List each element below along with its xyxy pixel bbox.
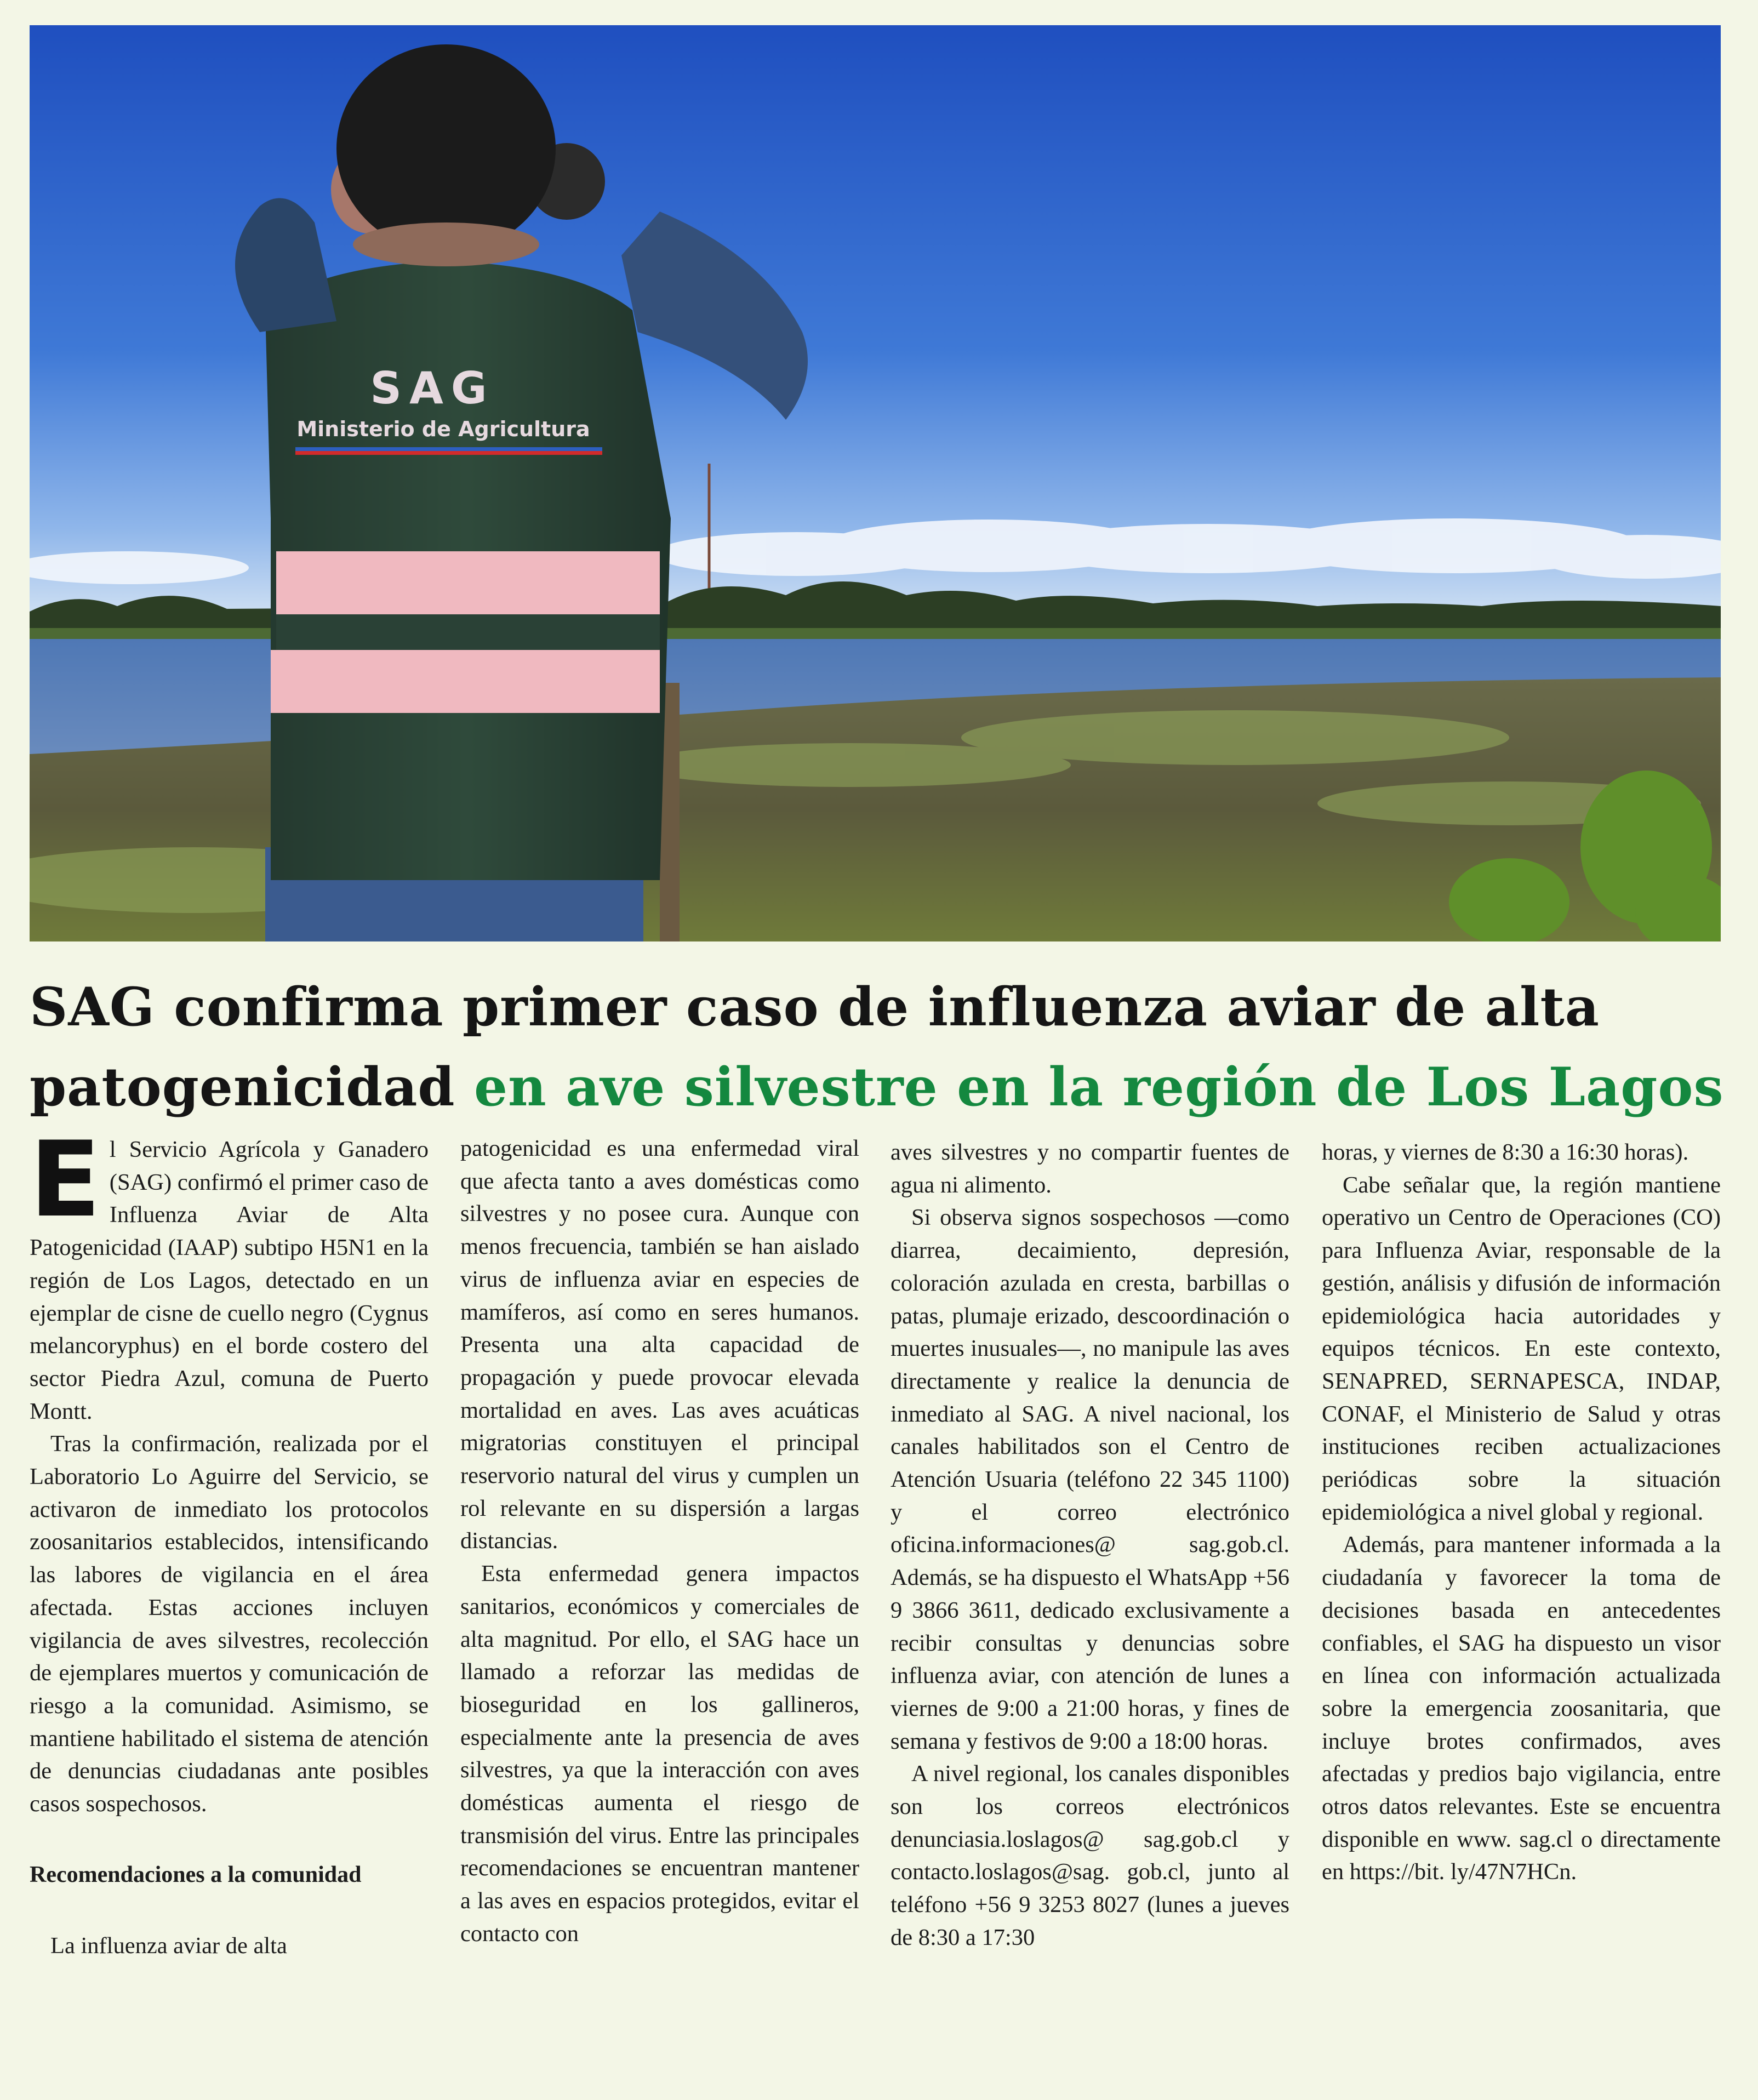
article-paragraph-4: Esta enfermedad genera impactos sanitarios, económicos y comerciales de alta magnitud. Por ello, el SAG hace un llamado a reforzar las medidas de bioseguridad en los gallineros, especialmente ante la presencia de aves silvestres, ya que la interacción con aves domésticas aumenta el riesgo de transmisión del virus. Entre las principales recomendaciones se encuentran mantener a las aves en espacios protegidos, evitar el contacto con	[460, 1561, 859, 1947]
vest-logo-text: SAG	[370, 363, 495, 414]
drop-cap: E	[30, 1119, 101, 1240]
article-photo	[30, 25, 1721, 941]
article-paragraph-8: Además, para mantener informada a la ciudadanía y favorecer la toma de decisiones basada en antecedentes confiables, el SAG ha dispuesto un visor en línea con información actualizada sobre la emergencia zoosanitaria, que incluye brotes confirmados, aves afectadas y predios bajo vigilancia, entre otros datos relevantes. Este se encuentra disponible en www. sag.cl o directamente en https://bit. ly/47N7HCn.	[1322, 1532, 1721, 1885]
vest-ministry-text: Ministerio de Agricultura	[296, 417, 590, 441]
article-paragraph-2: Tras la confirmación, realizada por el Laboratorio Lo Aguirre del Servicio, se activaron de inmediato los protocolos zoosanitarios establecidos, intensificando las labores de vigilancia en el área afectada. Estas acciones incluyen vigilancia de aves silvestres, recolección de ejemplares muertos y comunicación de riesgo a la comunidad. Asimismo, se mantiene habilitado el sistema de atención de denuncias ciudadanas ante posibles casos sospechosos.	[30, 1431, 429, 1817]
paragraph-1-text: l Servicio Agrícola y Ganadero (SAG) confirmó el primer caso de Influenza Aviar de Alta Patogenicidad (IAAP) subtipo H5N1 en la región de Los Lagos, detectado en un ejemplar de cisne de cuello negro (Cygnus melancoryphus) en el borde costero del sector Piedra Azul, comuna de Puerto Montt.	[30, 1137, 429, 1424]
section-subhead: Recomendaciones a la comunidad	[30, 1862, 362, 1887]
article-paragraph-6: A nivel regional, los canales disponibles son los correos electrónicos denunciasia.loslagos@ sag.gob.cl y contacto.loslagos@sag. gob.cl, junto al teléfono +56 9 3253 8027 (lunes a jueves de 8:30 a 17:30	[891, 1761, 1289, 1950]
article-paragraph-3-continued: patogenicidad es una enfermedad viral que afecta tanto a aves domésticas como silvestres y no posee cura. Aunque con menos frecuencia, también se han aislado virus de influenza aviar en especies de mamíferos, así como en seres humanos. Presenta una alta capacidad de propagación y puede provocar elevada mortalidad en aves. Las aves acuáticas migratorias constituyen el principal reservorio natural del virus y cumplen un rol relevante en su dispersión a largas distancias.	[460, 1135, 859, 1554]
article-column-3	[891, 1136, 1289, 1954]
article-paragraph-3-start: La influenza aviar de alta	[50, 1933, 287, 1959]
article-headline	[30, 967, 1728, 1127]
headline-green: en ave silvestre en la región de Los Lagos	[473, 1056, 1724, 1118]
article-column-2	[460, 1132, 859, 1950]
article-paragraph-5: Si observa signos sospechosos —como diarrea, decaimiento, depresión, coloración azulada en cresta, barbillas o patas, plumaje erizado, descoordinación o muertes inusuales—, no manipule las aves directamente y realice la denuncia de inmediato al SAG. A nivel nacional, los canales habilitados son el Centro de Atención Usuaria (teléfono 22 345 1100) y el correo electrónico oficina.informaciones@ sag.gob.cl. Además, se ha dispuesto el WhatsApp +56 9 3866 3611, dedicado exclusivamente a recibir consultas y denuncias sobre influenza aviar, con atención de lunes a viernes de 9:00 a 21:00 horas, y fines de semana y festivos de 9:00 a 18:00 horas.	[891, 1205, 1289, 1754]
article-paragraph-1	[30, 1119, 429, 1428]
lake-photo-illustration	[30, 25, 1721, 941]
headline-black: SAG confirma primer caso de influenza aviar de alta patogenicidad	[30, 976, 1600, 1118]
article-column-1	[30, 1119, 429, 1962]
article-paragraph-6-continued: horas, y viernes de 8:30 a 16:30 horas).	[1322, 1139, 1689, 1165]
article-column-4	[1322, 1136, 1721, 1888]
article-paragraph-7: Cabe señalar que, la región mantiene operativo un Centro de Operaciones (CO) para Influenza Aviar, responsable de la gestión, análisis y difusión de información epidemiológica hacia autoridades y equipos técnicos. En este contexto, SENAPRED, SERNAPESCA, INDAP, CONAF, el Ministerio de Salud y otras instituciones reciben actualizaciones periódicas sobre la situación epidemiológica a nivel global y regional.	[1322, 1172, 1721, 1525]
article-paragraph-4-continued: aves silvestres y no compartir fuentes de agua ni alimento.	[891, 1139, 1289, 1198]
